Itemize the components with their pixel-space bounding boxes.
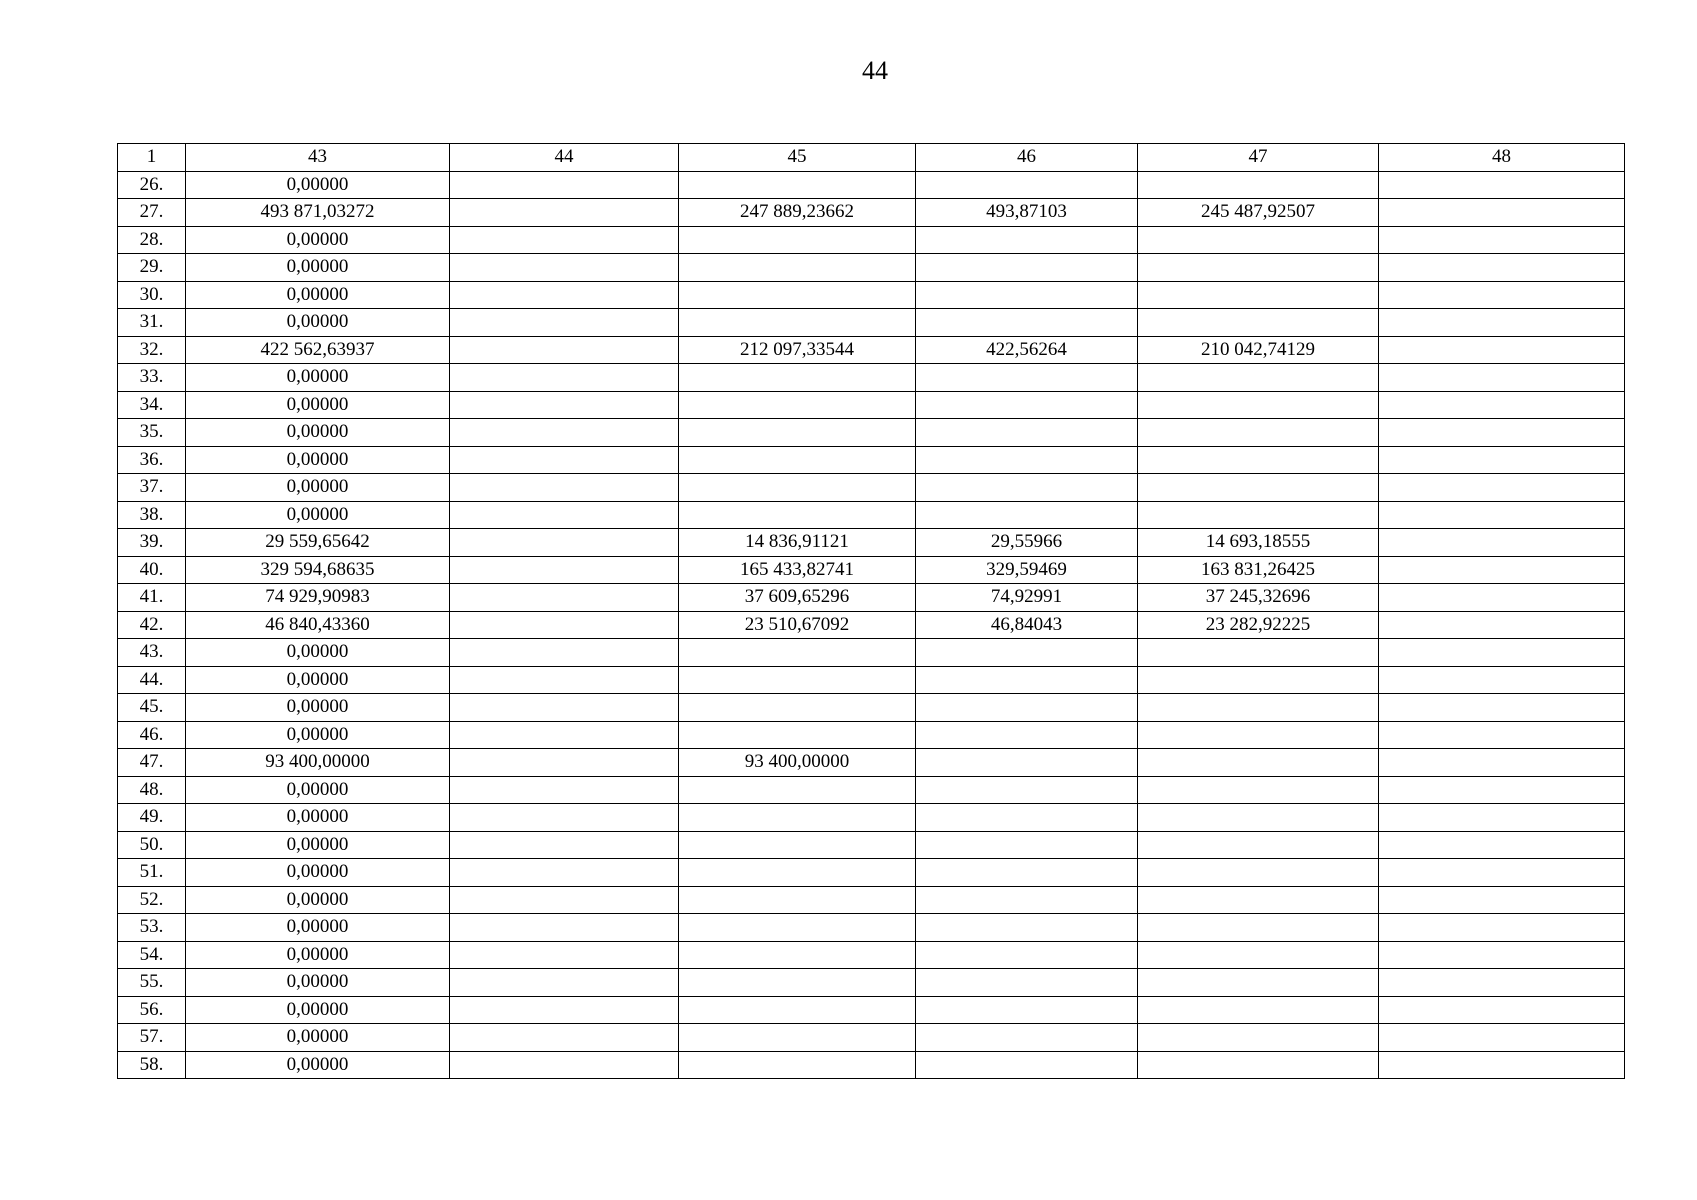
table-row bbox=[118, 584, 1625, 612]
table-cell bbox=[1379, 391, 1625, 419]
row-number-cell: 55. bbox=[118, 969, 186, 997]
table-cell bbox=[1379, 556, 1625, 584]
table-cell bbox=[1379, 501, 1625, 529]
table-cell bbox=[1138, 364, 1379, 392]
data-table bbox=[117, 143, 1625, 1079]
table-cell bbox=[1379, 886, 1625, 914]
table-row bbox=[118, 226, 1625, 254]
table-cell bbox=[450, 446, 679, 474]
row-number-cell: 42. bbox=[118, 611, 186, 639]
table-cell: 74 929,90983 bbox=[186, 584, 450, 612]
table-cell bbox=[1379, 529, 1625, 557]
table-cell: 0,00000 bbox=[186, 419, 450, 447]
table-cell bbox=[679, 254, 916, 282]
table-row bbox=[118, 914, 1625, 942]
table-cell: 93 400,00000 bbox=[679, 749, 916, 777]
row-number-cell: 51. bbox=[118, 859, 186, 887]
table-row bbox=[118, 391, 1625, 419]
table-cell bbox=[679, 639, 916, 667]
table-cell bbox=[1138, 694, 1379, 722]
table-cell: 0,00000 bbox=[186, 666, 450, 694]
table-cell bbox=[916, 309, 1138, 337]
table-cell bbox=[1138, 171, 1379, 199]
table-cell: 329 594,68635 bbox=[186, 556, 450, 584]
table-cell bbox=[1138, 804, 1379, 832]
table-row bbox=[118, 776, 1625, 804]
table-cell bbox=[1138, 391, 1379, 419]
table-cell: 0,00000 bbox=[186, 776, 450, 804]
table-cell bbox=[679, 419, 916, 447]
table-cell bbox=[1379, 309, 1625, 337]
table-cell bbox=[1379, 446, 1625, 474]
table-row bbox=[118, 886, 1625, 914]
table-row bbox=[118, 501, 1625, 529]
table-cell bbox=[1138, 419, 1379, 447]
table-cell bbox=[916, 419, 1138, 447]
table-cell bbox=[679, 501, 916, 529]
table-cell: 165 433,82741 bbox=[679, 556, 916, 584]
table-cell bbox=[916, 804, 1138, 832]
table-cell bbox=[1379, 996, 1625, 1024]
table-cell bbox=[1379, 584, 1625, 612]
table-cell: 493 871,03272 bbox=[186, 199, 450, 227]
table-cell: 0,00000 bbox=[186, 364, 450, 392]
table-cell: 0,00000 bbox=[186, 474, 450, 502]
table-cell bbox=[1138, 501, 1379, 529]
table-cell bbox=[450, 501, 679, 529]
table-row bbox=[118, 281, 1625, 309]
table-cell bbox=[1138, 859, 1379, 887]
table-row bbox=[118, 666, 1625, 694]
table-row bbox=[118, 749, 1625, 777]
table-cell: 0,00000 bbox=[186, 1051, 450, 1079]
table-cell bbox=[1379, 336, 1625, 364]
table-cell bbox=[1138, 996, 1379, 1024]
table-row bbox=[118, 941, 1625, 969]
table-cell bbox=[1138, 226, 1379, 254]
table-cell: 0,00000 bbox=[186, 1024, 450, 1052]
column-header: 46 bbox=[916, 144, 1138, 172]
table-cell bbox=[1379, 969, 1625, 997]
table-cell: 0,00000 bbox=[186, 969, 450, 997]
table-cell: 23 510,67092 bbox=[679, 611, 916, 639]
row-number-cell: 39. bbox=[118, 529, 186, 557]
table-cell: 0,00000 bbox=[186, 639, 450, 667]
table-cell bbox=[450, 831, 679, 859]
column-header: 47 bbox=[1138, 144, 1379, 172]
table-cell: 14 836,91121 bbox=[679, 529, 916, 557]
row-number-cell: 33. bbox=[118, 364, 186, 392]
row-number-cell: 31. bbox=[118, 309, 186, 337]
table-cell bbox=[450, 996, 679, 1024]
table-cell bbox=[679, 309, 916, 337]
table-cell: 422 562,63937 bbox=[186, 336, 450, 364]
row-number-cell: 48. bbox=[118, 776, 186, 804]
table-cell bbox=[679, 804, 916, 832]
column-header: 48 bbox=[1379, 144, 1625, 172]
row-number-cell: 30. bbox=[118, 281, 186, 309]
table-row bbox=[118, 309, 1625, 337]
table-cell bbox=[916, 391, 1138, 419]
table-cell: 0,00000 bbox=[186, 501, 450, 529]
table-row bbox=[118, 694, 1625, 722]
table-row bbox=[118, 529, 1625, 557]
table-cell bbox=[1379, 749, 1625, 777]
table-row bbox=[118, 254, 1625, 282]
table-cell bbox=[916, 1024, 1138, 1052]
table-cell bbox=[916, 364, 1138, 392]
table-cell bbox=[450, 666, 679, 694]
table-cell: 0,00000 bbox=[186, 309, 450, 337]
table-cell: 0,00000 bbox=[186, 281, 450, 309]
table-cell bbox=[450, 804, 679, 832]
table-cell bbox=[1138, 254, 1379, 282]
table-cell bbox=[916, 171, 1138, 199]
row-number-cell: 44. bbox=[118, 666, 186, 694]
table-cell bbox=[450, 886, 679, 914]
table-cell: 212 097,33544 bbox=[679, 336, 916, 364]
table-cell: 0,00000 bbox=[186, 859, 450, 887]
table-cell bbox=[1138, 474, 1379, 502]
table-cell bbox=[1379, 859, 1625, 887]
table-cell bbox=[679, 226, 916, 254]
table-cell bbox=[916, 941, 1138, 969]
table-cell bbox=[679, 694, 916, 722]
table-row bbox=[118, 996, 1625, 1024]
table-cell bbox=[679, 171, 916, 199]
table-cell bbox=[1138, 281, 1379, 309]
table-cell: 329,59469 bbox=[916, 556, 1138, 584]
table-cell: 0,00000 bbox=[186, 171, 450, 199]
table-cell bbox=[916, 776, 1138, 804]
table-cell: 163 831,26425 bbox=[1138, 556, 1379, 584]
table-body bbox=[118, 144, 1625, 1079]
table-row bbox=[118, 831, 1625, 859]
table-cell bbox=[916, 281, 1138, 309]
table-row bbox=[118, 611, 1625, 639]
table-cell bbox=[679, 446, 916, 474]
table-cell bbox=[450, 639, 679, 667]
table-cell bbox=[679, 776, 916, 804]
table-cell bbox=[450, 969, 679, 997]
table-cell bbox=[450, 171, 679, 199]
table-cell: 0,00000 bbox=[186, 391, 450, 419]
table-cell bbox=[916, 501, 1138, 529]
row-number-cell: 50. bbox=[118, 831, 186, 859]
table-cell bbox=[916, 721, 1138, 749]
table-cell bbox=[916, 969, 1138, 997]
table-cell bbox=[1379, 666, 1625, 694]
table-cell bbox=[679, 474, 916, 502]
table-cell bbox=[1138, 831, 1379, 859]
row-number-cell: 40. bbox=[118, 556, 186, 584]
table-cell bbox=[679, 996, 916, 1024]
row-number-cell: 37. bbox=[118, 474, 186, 502]
table-cell: 493,87103 bbox=[916, 199, 1138, 227]
table-cell: 29,55966 bbox=[916, 529, 1138, 557]
table-row bbox=[118, 639, 1625, 667]
table-cell: 23 282,92225 bbox=[1138, 611, 1379, 639]
row-number-cell: 27. bbox=[118, 199, 186, 227]
table-cell bbox=[916, 446, 1138, 474]
table-row bbox=[118, 446, 1625, 474]
column-header: 45 bbox=[679, 144, 916, 172]
table-cell bbox=[1138, 639, 1379, 667]
table-cell bbox=[450, 556, 679, 584]
row-number-cell: 57. bbox=[118, 1024, 186, 1052]
table-cell: 14 693,18555 bbox=[1138, 529, 1379, 557]
table-cell bbox=[1138, 446, 1379, 474]
table-cell bbox=[450, 254, 679, 282]
table-row bbox=[118, 969, 1625, 997]
table-cell: 0,00000 bbox=[186, 831, 450, 859]
table-cell bbox=[450, 914, 679, 942]
table-cell bbox=[1138, 1051, 1379, 1079]
table-cell bbox=[916, 694, 1138, 722]
table-cell bbox=[1138, 1024, 1379, 1052]
table-row bbox=[118, 804, 1625, 832]
table-cell bbox=[1138, 309, 1379, 337]
table-cell bbox=[916, 914, 1138, 942]
table-cell bbox=[1138, 666, 1379, 694]
table-cell: 210 042,74129 bbox=[1138, 336, 1379, 364]
column-header: 44 bbox=[450, 144, 679, 172]
table-cell: 0,00000 bbox=[186, 886, 450, 914]
table-cell bbox=[916, 666, 1138, 694]
table-cell bbox=[916, 749, 1138, 777]
table-row bbox=[118, 171, 1625, 199]
table-cell: 29 559,65642 bbox=[186, 529, 450, 557]
table-row bbox=[118, 474, 1625, 502]
table-cell bbox=[679, 391, 916, 419]
table-cell bbox=[1379, 721, 1625, 749]
table-cell bbox=[916, 474, 1138, 502]
row-number-cell: 35. bbox=[118, 419, 186, 447]
table-cell bbox=[450, 281, 679, 309]
table-cell bbox=[916, 254, 1138, 282]
table-cell bbox=[450, 529, 679, 557]
table-cell bbox=[450, 474, 679, 502]
table-cell bbox=[1379, 831, 1625, 859]
table-cell: 74,92991 bbox=[916, 584, 1138, 612]
table-cell bbox=[450, 941, 679, 969]
table-cell bbox=[1138, 914, 1379, 942]
row-number-cell: 26. bbox=[118, 171, 186, 199]
table-cell: 93 400,00000 bbox=[186, 749, 450, 777]
row-number-cell: 38. bbox=[118, 501, 186, 529]
row-number-cell: 54. bbox=[118, 941, 186, 969]
table-cell: 37 609,65296 bbox=[679, 584, 916, 612]
table-cell: 0,00000 bbox=[186, 941, 450, 969]
table-cell bbox=[679, 281, 916, 309]
table-cell bbox=[1138, 776, 1379, 804]
table-cell bbox=[679, 886, 916, 914]
row-number-cell: 53. bbox=[118, 914, 186, 942]
table-cell bbox=[916, 226, 1138, 254]
column-header: 1 bbox=[118, 144, 186, 172]
table-cell bbox=[1379, 1024, 1625, 1052]
table-cell bbox=[916, 639, 1138, 667]
table-cell bbox=[679, 721, 916, 749]
table-cell: 37 245,32696 bbox=[1138, 584, 1379, 612]
table-cell bbox=[1138, 886, 1379, 914]
table-cell: 0,00000 bbox=[186, 254, 450, 282]
table-cell bbox=[1379, 364, 1625, 392]
table-row bbox=[118, 556, 1625, 584]
table-cell bbox=[1138, 941, 1379, 969]
row-number-cell: 52. bbox=[118, 886, 186, 914]
table-cell: 247 889,23662 bbox=[679, 199, 916, 227]
row-number-cell: 46. bbox=[118, 721, 186, 749]
table-cell: 0,00000 bbox=[186, 694, 450, 722]
table-cell: 0,00000 bbox=[186, 721, 450, 749]
table-cell: 46 840,43360 bbox=[186, 611, 450, 639]
table-cell bbox=[450, 1051, 679, 1079]
table-row bbox=[118, 1051, 1625, 1079]
table-cell bbox=[916, 996, 1138, 1024]
row-number-cell: 43. bbox=[118, 639, 186, 667]
table-cell bbox=[679, 969, 916, 997]
table-cell bbox=[450, 584, 679, 612]
row-number-cell: 29. bbox=[118, 254, 186, 282]
row-number-cell: 49. bbox=[118, 804, 186, 832]
table-cell bbox=[1379, 199, 1625, 227]
row-number-cell: 32. bbox=[118, 336, 186, 364]
table-cell: 0,00000 bbox=[186, 226, 450, 254]
row-number-cell: 47. bbox=[118, 749, 186, 777]
table-cell bbox=[1379, 941, 1625, 969]
table-cell bbox=[1138, 721, 1379, 749]
table-cell bbox=[1379, 254, 1625, 282]
table-cell bbox=[1138, 969, 1379, 997]
table-cell bbox=[679, 941, 916, 969]
table-cell bbox=[1138, 749, 1379, 777]
table-cell bbox=[450, 309, 679, 337]
table-cell bbox=[679, 914, 916, 942]
row-number-cell: 34. bbox=[118, 391, 186, 419]
table-cell bbox=[1379, 281, 1625, 309]
table-cell bbox=[1379, 639, 1625, 667]
table-cell bbox=[1379, 171, 1625, 199]
table-cell bbox=[450, 749, 679, 777]
table-cell bbox=[450, 721, 679, 749]
table-cell bbox=[450, 336, 679, 364]
table-cell: 422,56264 bbox=[916, 336, 1138, 364]
table-cell bbox=[1379, 804, 1625, 832]
table-row bbox=[118, 859, 1625, 887]
page-number: 44 bbox=[862, 56, 888, 85]
table-cell bbox=[450, 776, 679, 804]
table-cell: 0,00000 bbox=[186, 996, 450, 1024]
table-cell bbox=[450, 694, 679, 722]
column-header: 43 bbox=[186, 144, 450, 172]
table-cell bbox=[1379, 419, 1625, 447]
table-cell: 0,00000 bbox=[186, 446, 450, 474]
table-cell bbox=[450, 364, 679, 392]
table-cell bbox=[450, 611, 679, 639]
row-number-cell: 56. bbox=[118, 996, 186, 1024]
table-row bbox=[118, 1024, 1625, 1052]
row-number-cell: 41. bbox=[118, 584, 186, 612]
table-cell bbox=[916, 859, 1138, 887]
row-number-cell: 58. bbox=[118, 1051, 186, 1079]
table-cell bbox=[450, 226, 679, 254]
table-cell bbox=[679, 831, 916, 859]
table-cell bbox=[679, 1051, 916, 1079]
table-cell bbox=[916, 831, 1138, 859]
table-cell: 46,84043 bbox=[916, 611, 1138, 639]
table-row bbox=[118, 336, 1625, 364]
table-cell: 0,00000 bbox=[186, 804, 450, 832]
table-cell bbox=[1379, 694, 1625, 722]
row-number-cell: 36. bbox=[118, 446, 186, 474]
table-cell bbox=[916, 1051, 1138, 1079]
table-row bbox=[118, 721, 1625, 749]
table-cell bbox=[1379, 226, 1625, 254]
table-cell bbox=[450, 1024, 679, 1052]
table-cell bbox=[450, 859, 679, 887]
table-cell bbox=[679, 364, 916, 392]
table-cell bbox=[1379, 776, 1625, 804]
table-cell bbox=[1379, 611, 1625, 639]
row-number-cell: 45. bbox=[118, 694, 186, 722]
table-cell bbox=[1379, 914, 1625, 942]
table-cell: 0,00000 bbox=[186, 914, 450, 942]
table-cell: 245 487,92507 bbox=[1138, 199, 1379, 227]
table-cell bbox=[450, 199, 679, 227]
table-cell bbox=[916, 886, 1138, 914]
table-row bbox=[118, 199, 1625, 227]
table-cell bbox=[450, 419, 679, 447]
table-row bbox=[118, 364, 1625, 392]
table-cell bbox=[1379, 474, 1625, 502]
table-header-row bbox=[118, 144, 1625, 172]
table-cell bbox=[679, 859, 916, 887]
table-cell bbox=[679, 666, 916, 694]
table-cell bbox=[450, 391, 679, 419]
table-cell bbox=[679, 1024, 916, 1052]
table-cell bbox=[1379, 1051, 1625, 1079]
row-number-cell: 28. bbox=[118, 226, 186, 254]
table-row bbox=[118, 419, 1625, 447]
